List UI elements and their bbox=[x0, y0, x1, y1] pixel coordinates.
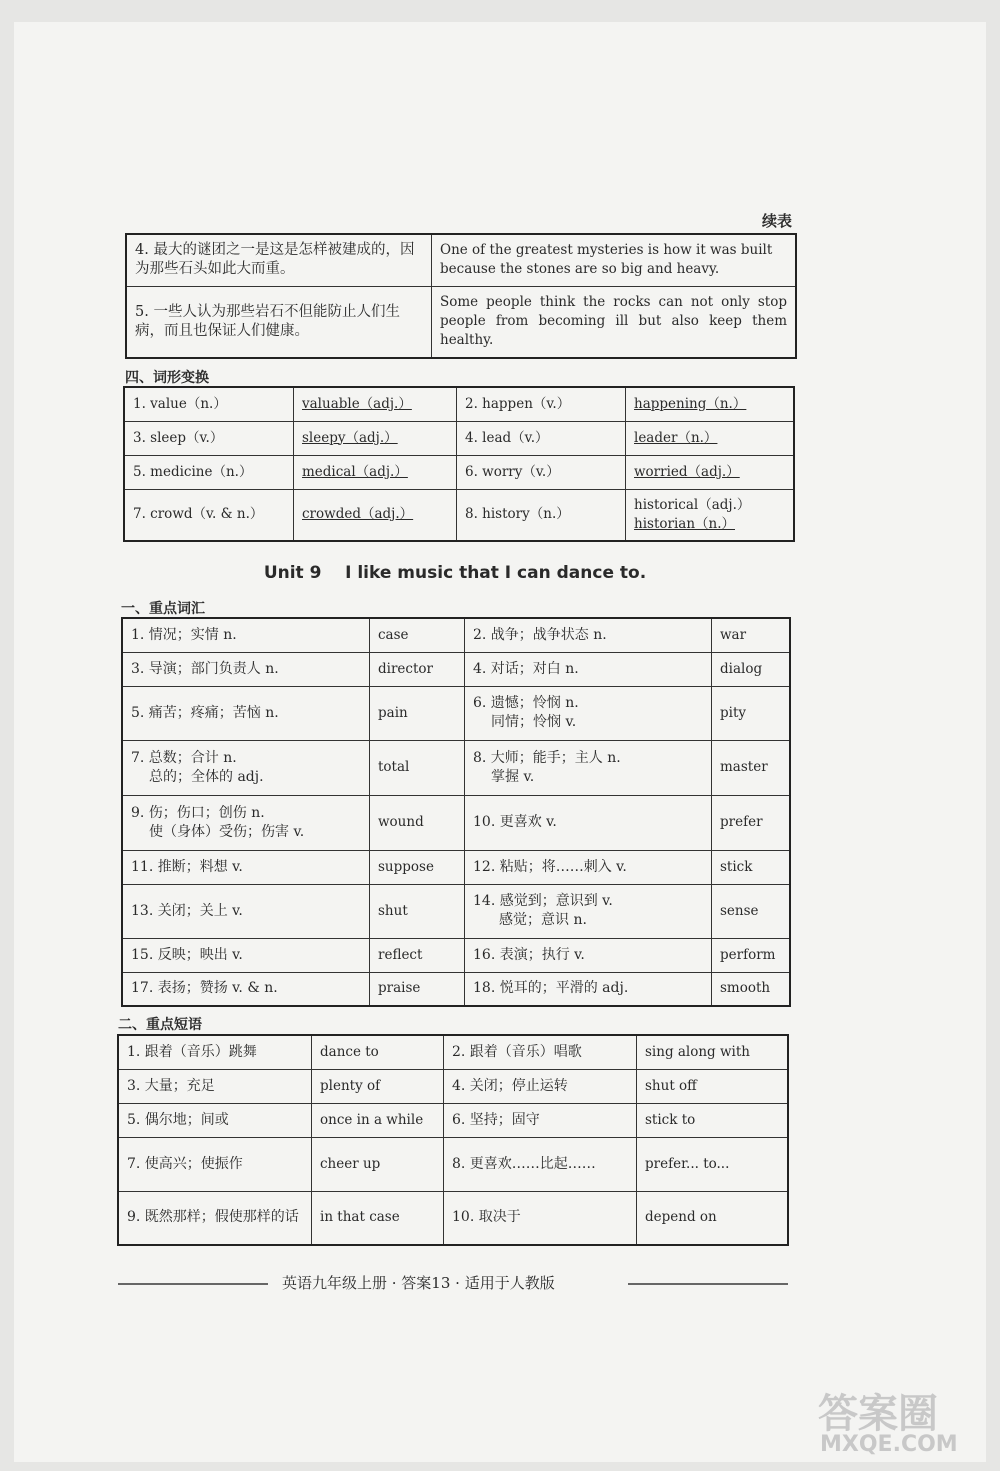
table-row bbox=[118, 1103, 788, 1137]
cell-meaning: 7. 使高兴；使振作 bbox=[118, 1137, 312, 1191]
table-row bbox=[118, 1035, 788, 1069]
cell-meaning: 13. 关闭；关上 v. bbox=[122, 884, 370, 938]
table-row bbox=[122, 938, 790, 972]
cell-answer: smooth bbox=[712, 972, 791, 1006]
watermark-logo: 答案圈 bbox=[818, 1391, 938, 1437]
meaning-line: 使（身体）受伤；伤害 v. bbox=[149, 823, 305, 840]
table-row bbox=[118, 1069, 788, 1103]
cell-meaning: 8. 更喜欢……比起…… bbox=[444, 1137, 637, 1191]
cell-answer: dialog bbox=[712, 652, 791, 686]
cell-meaning bbox=[465, 740, 712, 795]
cell-meaning bbox=[465, 884, 712, 938]
sentence-en: Some people think the rocks can not only stop people from becoming ill but also keep them healthy. bbox=[432, 286, 797, 358]
cell-meaning bbox=[122, 795, 370, 850]
cell-meaning: 3. 导演；部门负责人 n. bbox=[122, 652, 370, 686]
cell-answer bbox=[294, 387, 457, 421]
meaning-line: 感觉；意识 n. bbox=[499, 912, 587, 928]
table-row bbox=[126, 234, 796, 286]
cell-answer: pain bbox=[370, 686, 465, 740]
answer-text: crowded（adj.） bbox=[302, 506, 414, 523]
word-forms-table bbox=[123, 386, 795, 542]
answer-text: historical（adj.） bbox=[634, 496, 751, 513]
cell-meaning: 10. 取决于 bbox=[444, 1191, 637, 1245]
section-title-word-forms: 四、词形变换 bbox=[125, 370, 209, 386]
table-row bbox=[122, 972, 790, 1006]
cell-meaning: 2. 战争；战争状态 n. bbox=[465, 618, 712, 652]
cell-meaning: 11. 推断；料想 v. bbox=[122, 850, 370, 884]
cell-word: 7. crowd（v. & n.） bbox=[124, 489, 294, 541]
table-row bbox=[124, 455, 794, 489]
cell-meaning bbox=[465, 686, 712, 740]
meaning-line: 掌握 v. bbox=[491, 768, 535, 785]
cell-word: 8. history（n.） bbox=[457, 489, 626, 541]
cell-answer bbox=[294, 489, 457, 541]
cell-meaning: 10. 更喜欢 v. bbox=[465, 795, 712, 850]
cell-answer: shut bbox=[370, 884, 465, 938]
cell-answer: shut off bbox=[637, 1069, 789, 1103]
cell-answer: depend on bbox=[637, 1191, 789, 1245]
sentence-en: One of the greatest mysteries is how it was built because the stones are so big and heavy. bbox=[432, 234, 797, 286]
cell-word: 4. lead（v.） bbox=[457, 421, 626, 455]
cell-answer: in that case bbox=[312, 1191, 444, 1245]
cell-meaning: 2. 跟着（音乐）唱歌 bbox=[444, 1035, 637, 1069]
meaning-line: 6. 遗憾；怜悯 n. bbox=[473, 695, 579, 711]
meaning-line: 14. 感觉到；意识到 v. bbox=[473, 893, 613, 909]
cell-answer: war bbox=[712, 618, 791, 652]
cell-answer: dance to bbox=[312, 1035, 444, 1069]
cell-meaning: 9. 既然那样；假使那样的话 bbox=[118, 1191, 312, 1245]
cell-meaning: 4. 关闭；停止运转 bbox=[444, 1069, 637, 1103]
answer-text: worried（adj.） bbox=[634, 463, 740, 480]
cell-answer bbox=[626, 489, 795, 541]
cell-answer: perform bbox=[712, 938, 791, 972]
cell-answer: case bbox=[370, 618, 465, 652]
table-row bbox=[122, 795, 790, 850]
meaning-line: 7. 总数；合计 n. bbox=[131, 749, 237, 766]
meaning-line: 8. 大师；能手；主人 n. bbox=[473, 749, 621, 766]
unit-title: Unit 9 I like music that I can dance to. bbox=[263, 563, 647, 583]
phrases-table bbox=[117, 1034, 789, 1246]
cell-answer: total bbox=[370, 740, 465, 795]
meaning-line: 9. 伤；伤口；创伤 n. bbox=[131, 804, 265, 821]
cell-meaning: 18. 悦耳的；平滑的 adj. bbox=[465, 972, 712, 1006]
table-row bbox=[118, 1191, 788, 1245]
sentence-table bbox=[125, 233, 797, 359]
table-row bbox=[124, 387, 794, 421]
cell-answer: stick to bbox=[637, 1103, 789, 1137]
cell-meaning bbox=[122, 740, 370, 795]
cell-word: 1. value（n.） bbox=[124, 387, 294, 421]
footer-rule-right bbox=[628, 1283, 788, 1285]
section-title-key-vocabulary: 一、重点词汇 bbox=[121, 601, 205, 617]
sentence-cn: 5. 一些人认为那些岩石不但能防止人们生病，而且也保证人们健康。 bbox=[126, 286, 432, 358]
table-row bbox=[122, 618, 790, 652]
cell-meaning: 1. 情况；实情 n. bbox=[122, 618, 370, 652]
cell-word: 2. happen（v.） bbox=[457, 387, 626, 421]
table-row bbox=[126, 286, 796, 358]
cell-answer: reflect bbox=[370, 938, 465, 972]
cell-meaning: 12. 粘贴；将……刺入 v. bbox=[465, 850, 712, 884]
cell-word: 3. sleep（v.） bbox=[124, 421, 294, 455]
cell-answer: once in a while bbox=[312, 1103, 444, 1137]
cell-word: 5. medicine（n.） bbox=[124, 455, 294, 489]
footer-rule-left bbox=[118, 1283, 268, 1285]
cell-answer: pity bbox=[712, 686, 791, 740]
cell-answer bbox=[294, 421, 457, 455]
watermark-url: MXQE.COM bbox=[820, 1432, 958, 1457]
cell-meaning: 5. 痛苦；疼痛；苦恼 n. bbox=[122, 686, 370, 740]
cell-answer bbox=[626, 421, 795, 455]
cell-answer bbox=[626, 455, 795, 489]
cell-answer: sing along with bbox=[637, 1035, 789, 1069]
table-row bbox=[124, 421, 794, 455]
meaning-line: 总的；全体的 adj. bbox=[149, 768, 264, 785]
answer-text: happening（n.） bbox=[634, 395, 747, 412]
cell-answer: praise bbox=[370, 972, 465, 1006]
section-title-key-phrases: 二、重点短语 bbox=[118, 1017, 202, 1033]
table-row bbox=[122, 686, 790, 740]
cell-answer: prefer... to... bbox=[637, 1137, 789, 1191]
cell-meaning: 15. 反映；映出 v. bbox=[122, 938, 370, 972]
cell-answer bbox=[294, 455, 457, 489]
cell-answer: prefer bbox=[712, 795, 791, 850]
cell-meaning: 17. 表扬；赞扬 v. & n. bbox=[122, 972, 370, 1006]
cell-meaning: 1. 跟着（音乐）跳舞 bbox=[118, 1035, 312, 1069]
table-row bbox=[122, 884, 790, 938]
cell-answer: sense bbox=[712, 884, 791, 938]
cell-meaning: 3. 大量；充足 bbox=[118, 1069, 312, 1103]
cell-meaning: 16. 表演；执行 v. bbox=[465, 938, 712, 972]
answer-text: valuable（adj.） bbox=[302, 395, 412, 412]
cell-answer: stick bbox=[712, 850, 791, 884]
meaning-line: 同情；怜悯 v. bbox=[491, 714, 577, 730]
answer-text: historian（n.） bbox=[634, 515, 735, 532]
cell-answer: cheer up bbox=[312, 1137, 444, 1191]
cell-meaning: 6. 坚持；固守 bbox=[444, 1103, 637, 1137]
cell-answer: plenty of bbox=[312, 1069, 444, 1103]
cell-answer: wound bbox=[370, 795, 465, 850]
table-row bbox=[124, 489, 794, 541]
answer-text: sleepy（adj.） bbox=[302, 429, 398, 446]
cell-meaning: 5. 偶尔地；间或 bbox=[118, 1103, 312, 1137]
continued-label: 续表 bbox=[762, 212, 793, 230]
table-row bbox=[122, 652, 790, 686]
answer-text: leader（n.） bbox=[634, 429, 718, 446]
cell-answer: director bbox=[370, 652, 465, 686]
table-row bbox=[122, 740, 790, 795]
cell-answer: suppose bbox=[370, 850, 465, 884]
cell-word: 6. worry（v.） bbox=[457, 455, 626, 489]
footer-text: 英语九年级上册 · 答案13 · 适用于人教版 bbox=[282, 1274, 555, 1292]
cell-meaning: 4. 对话；对白 n. bbox=[465, 652, 712, 686]
cell-answer bbox=[626, 387, 795, 421]
sentence-cn: 4. 最大的谜团之一是这是怎样被建成的，因为那些石头如此大而重。 bbox=[126, 234, 432, 286]
vocabulary-table bbox=[121, 617, 791, 1007]
cell-answer: master bbox=[712, 740, 791, 795]
answer-text: medical（adj.） bbox=[302, 463, 408, 480]
table-row bbox=[118, 1137, 788, 1191]
table-row bbox=[122, 850, 790, 884]
